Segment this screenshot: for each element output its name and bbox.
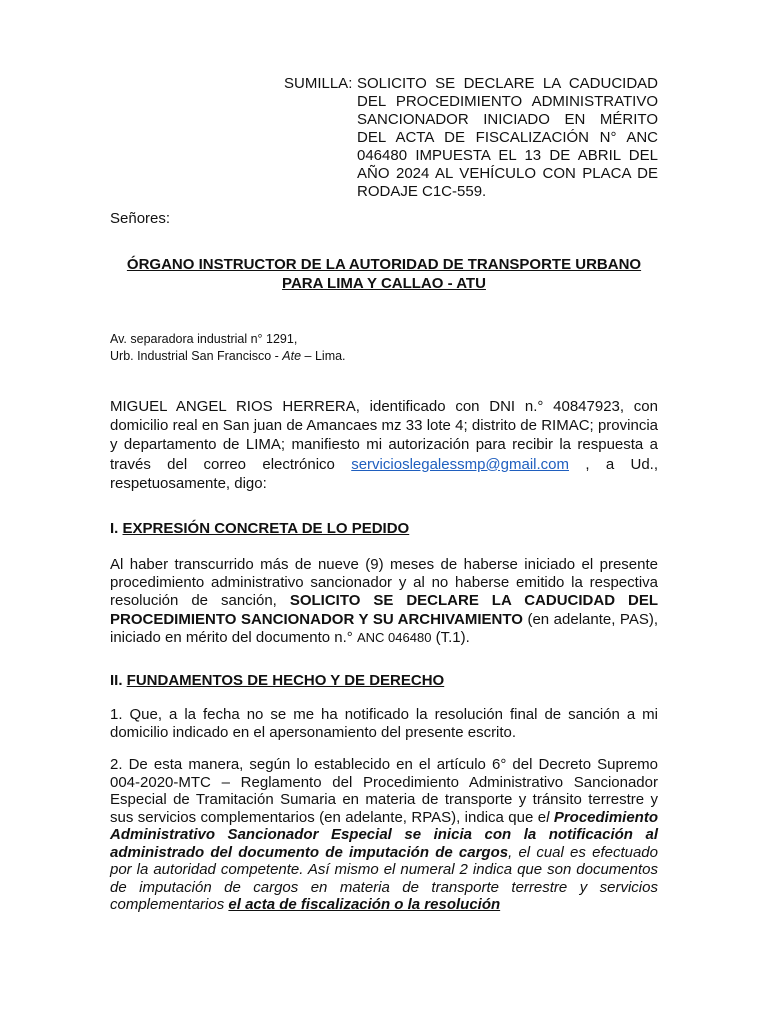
- address-line-1: Av. separadora industrial n° 1291,: [110, 332, 298, 346]
- section-2-p2-bold-italic: Procedimiento Administrativo Sancionador Especial se inicia con la notificación al administrado del documento de imputación de cargos: [110, 808, 658, 861]
- sumilla-text: SOLICITO SE DECLARE LA CADUCIDAD DEL PROCEDIMIENTO ADMINISTRATIVO SANCIONADOR INICIADO EN MÉRITO DEL ACTA DE FISCALIZACIÓN N° ANC 046480 IMPUESTA EL 13 DE ABRIL DEL AÑO 2024 AL VEHÍCULO CON PLACA DE RODAJE C1C-559.: [357, 75, 658, 200]
- address-city: – Lima.: [301, 349, 346, 363]
- address-line-2-text: Urb. Industrial San Francisco -: [110, 349, 283, 363]
- sumilla-label: SUMILLA:: [284, 75, 353, 92]
- section-2-p2-text-a: 2. De esta manera, según lo establecido en el artículo 6° del Decreto Supremo 004-2020-MTC – Reglamento del Procedimiento Administrativo Sancionador Especial de Tramitación Sumaria en materia de transporte y tránsito terrestre y sus servicios complementarios (en adelante, RPAS), indica que e: [110, 756, 658, 826]
- addressee-line-1: ÓRGANO INSTRUCTOR DE LA AUTORIDAD DE TRANSPORTE URBANO: [126, 256, 642, 273]
- section-1-text-a: Al haber transcurrido más de nueve (9) meses de haberse iniciado el presente procedimiento administrativo sancionador y al no haberse emitido la respectiva resolución de sanción,: [110, 556, 658, 610]
- email-link[interactable]: servicioslegalessmp@gmail.com: [351, 455, 570, 473]
- section-2-paragraph-2: [110, 756, 658, 914]
- section-2-p2-italic: , el cual es efectuado por la autoridad competente. Así mismo el numeral 2 indica que son documentos de imputación de cargos en materia de transporte terrestre y servicios complementarios: [110, 843, 658, 913]
- intro-paragraph: [110, 397, 658, 493]
- section-1-document-number: ANC 046480: [356, 629, 432, 645]
- intro-text: MIGUEL ANGEL RIOS HERRERA, identificado con DNI n.° 40847923, con domicilio real en San juan de Amancaes mz 33 lote 4; distrito de RIMAC; provincia y departamento de LIMA; manifiesto mi autorización para recibir la respuesta a través del correo electrónico: [110, 398, 658, 473]
- section-1-text-b: (en adelante, PAS), iniciado en mérito del documento n.°: [110, 610, 659, 646]
- section-2-heading: [110, 672, 444, 689]
- section-1-paragraph: [110, 556, 658, 647]
- address-line-2: [110, 348, 346, 365]
- addressee-line-2: PARA LIMA Y CALLAO - ATU: [282, 275, 486, 292]
- sumilla-block: [284, 75, 658, 201]
- section-1-heading: [110, 520, 409, 537]
- section-1-text-c: (T.1).: [431, 628, 470, 646]
- section-2-p2-underlined: el acta de fiscalización o la resolución: [228, 896, 501, 913]
- address-district: Ate: [282, 349, 302, 363]
- intro-closing: , a Ud., respetuosamente, digo:: [110, 455, 658, 492]
- section-1-title: EXPRESIÓN CONCRETA DE LO PEDIDO: [122, 520, 410, 537]
- address-block: [110, 331, 346, 365]
- section-1-request: SOLICITO SE DECLARE LA CADUCIDAD DEL PROCEDIMIENTO SANCIONADOR Y SU ARCHIVAMIENTO: [110, 592, 658, 628]
- section-2-paragraph-1: 1. Que, a la fecha no se me ha notificado la resolución final de sanción a mi domicilio indicado en el apersonamiento del presente escrito.: [110, 706, 658, 741]
- addressee-heading: [110, 255, 658, 293]
- section-1-numeral: I.: [110, 520, 123, 537]
- salutation: Señores:: [110, 210, 171, 227]
- section-2-numeral: II.: [110, 672, 127, 689]
- section-2-title: FUNDAMENTOS DE HECHO Y DE DERECHO: [126, 672, 445, 689]
- section-2-p2-article: l: [546, 808, 554, 826]
